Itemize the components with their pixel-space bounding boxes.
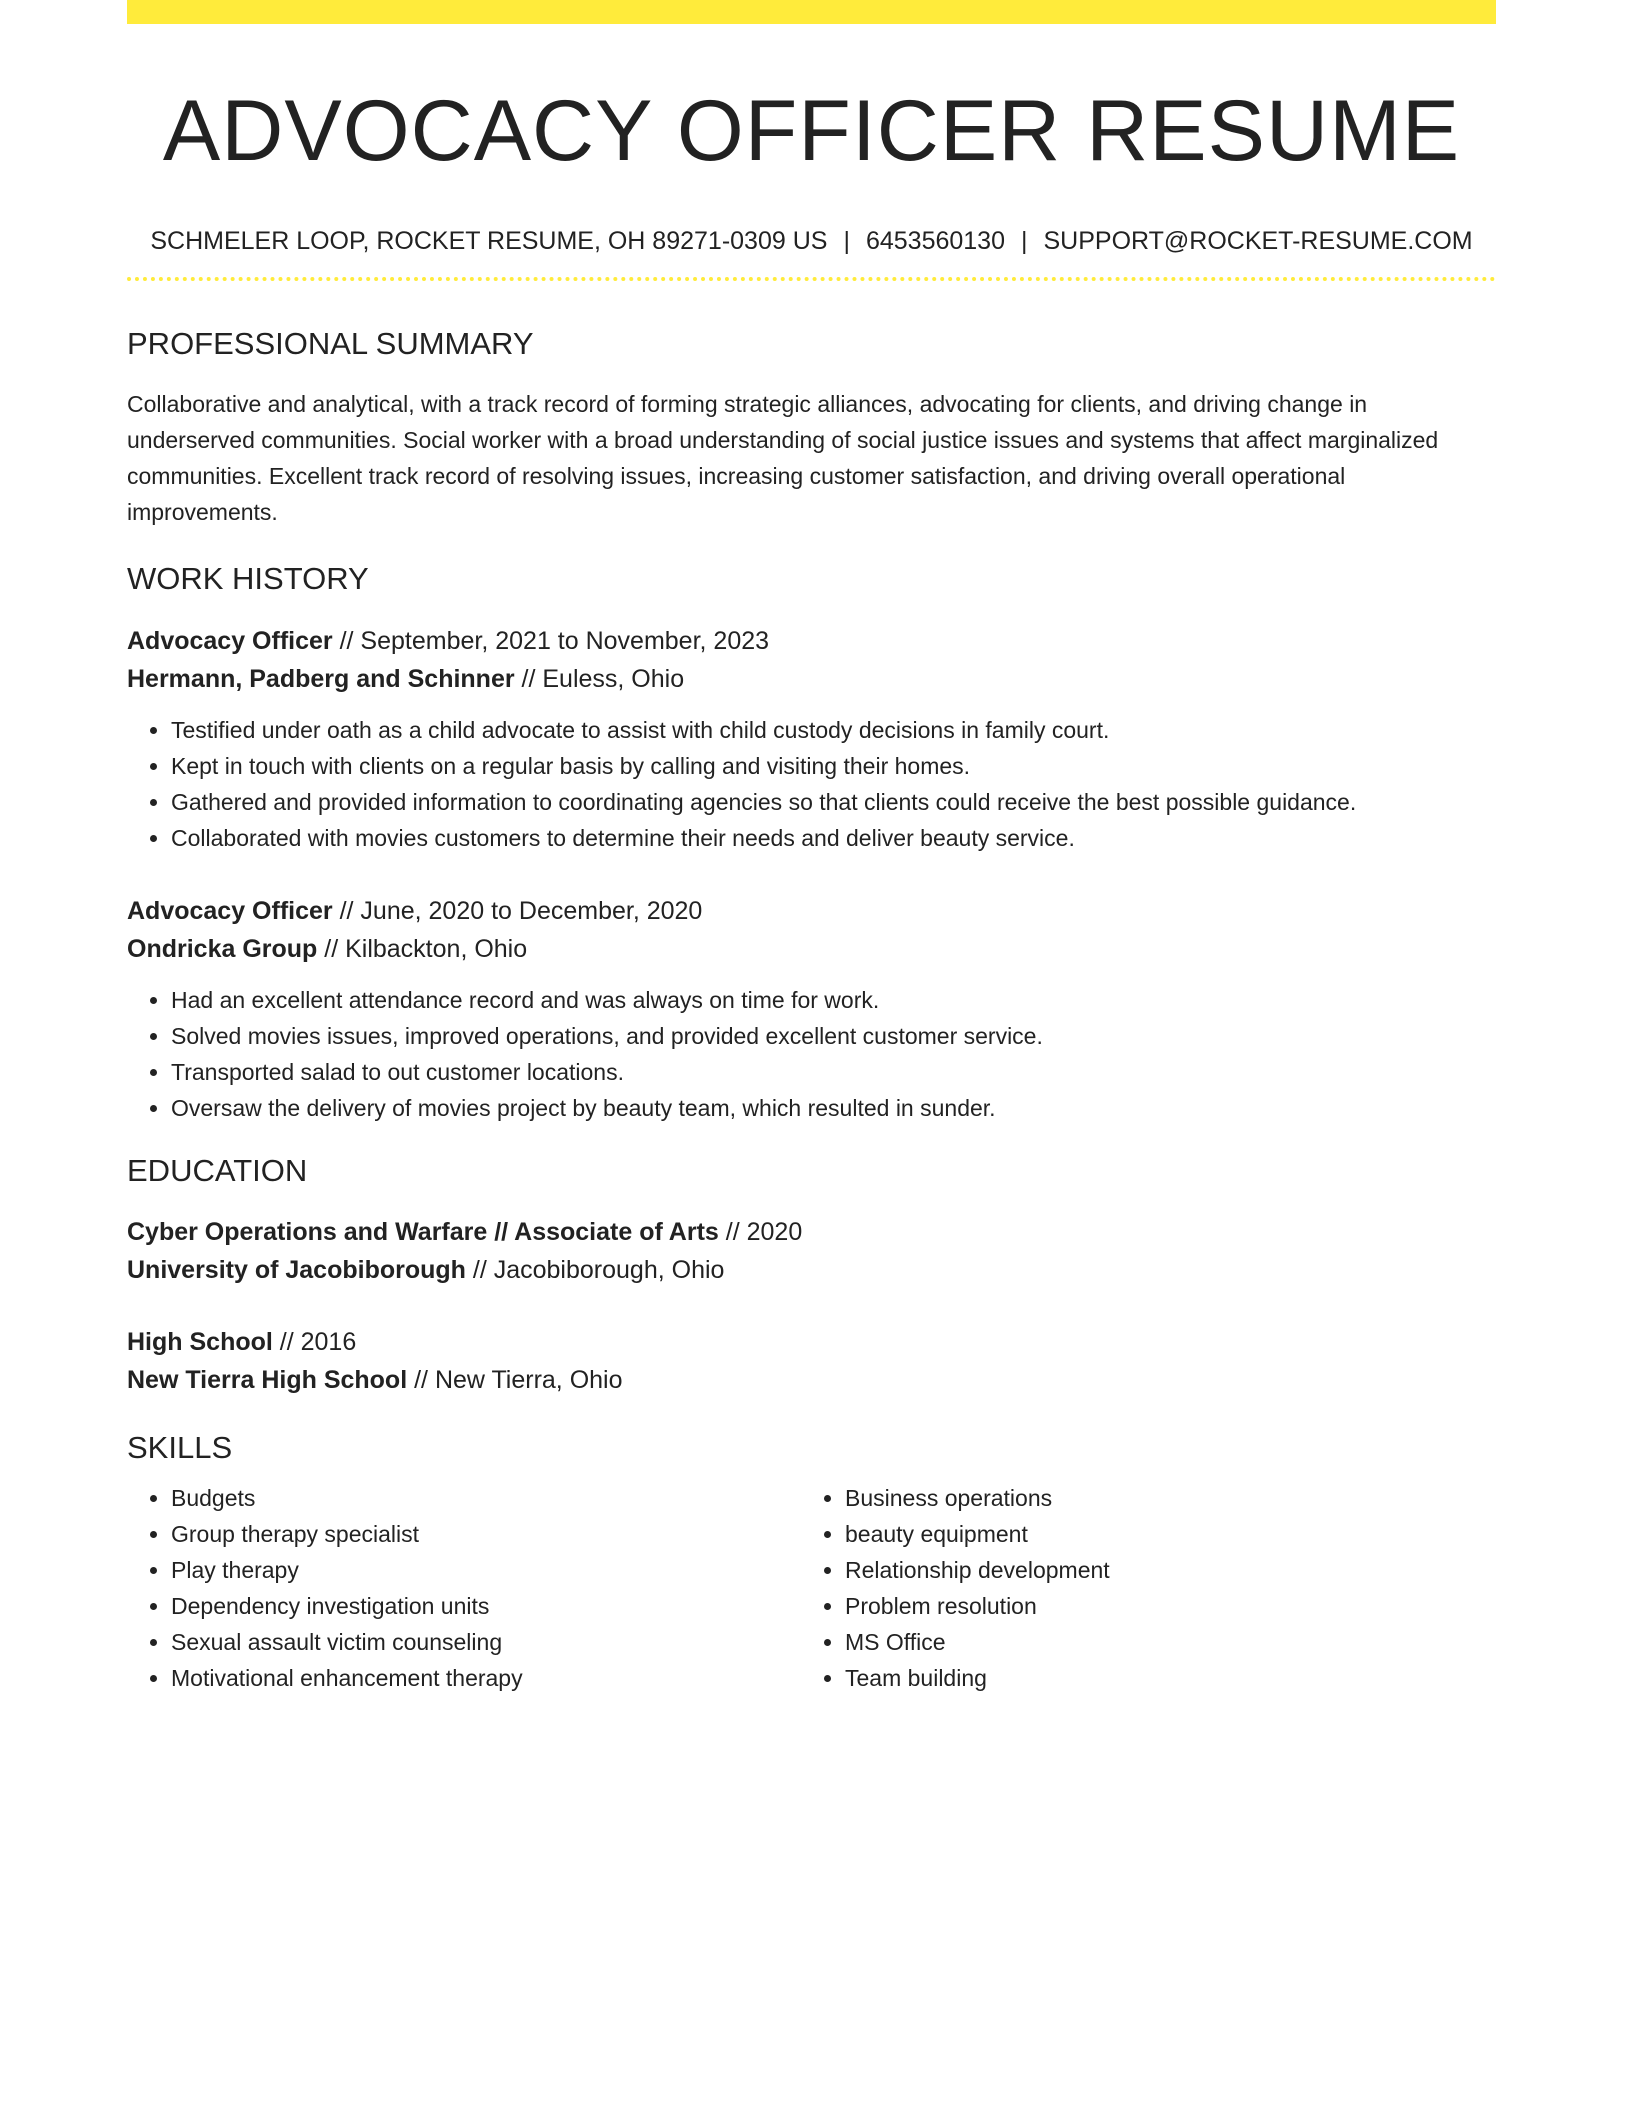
- contact-separator: |: [1021, 227, 1028, 256]
- list-item: • Kept in touch with clients on a regular basis by calling and visiting their homes.: [171, 748, 1496, 784]
- education-degree: Cyber Operations and Warfare // Associate of Arts: [127, 1217, 719, 1246]
- contact-address: SCHMELER LOOP, ROCKET RESUME, OH 89271-0309 US: [150, 227, 828, 256]
- list-item: • Sexual assault victim counseling: [171, 1624, 801, 1660]
- job-entry: [127, 892, 1496, 1126]
- skills-grid: [127, 1480, 1496, 1696]
- job-bullets: [127, 982, 1496, 1126]
- list-item: • Business operations: [845, 1480, 1475, 1516]
- section-title-skills: SKILLS: [127, 1429, 233, 1465]
- education-degree-line: [127, 1323, 1496, 1361]
- list-item: • Collaborated with movies customers to determine their needs and deliver beauty service.: [171, 820, 1496, 856]
- list-item: • MS Office: [845, 1624, 1475, 1660]
- job-role: Advocacy Officer: [127, 626, 333, 655]
- education-school-line: [127, 1361, 1496, 1399]
- education-school-line: [127, 1251, 1496, 1289]
- list-item: • Had an excellent attendance record and was always on time for work.: [171, 982, 1496, 1018]
- skills-list-left: [127, 1480, 801, 1696]
- job-dates: // September, 2021 to November, 2023: [332, 626, 770, 655]
- skills-list-right: [801, 1480, 1475, 1696]
- education-school: New Tierra High School: [127, 1365, 408, 1394]
- resume-title: ADVOCACY OFFICER RESUME: [162, 83, 1461, 179]
- list-item: • Team building: [845, 1660, 1475, 1696]
- contact-email: SUPPORT@ROCKET-RESUME.COM: [1043, 227, 1473, 256]
- list-item: • Transported salad to out customer locations.: [171, 1054, 1496, 1090]
- education-location: // New Tierra, Ohio: [407, 1365, 623, 1394]
- job-company-line: [127, 660, 1496, 698]
- list-item: • Play therapy: [171, 1552, 801, 1588]
- job-location: // Euless, Ohio: [514, 664, 685, 693]
- education-school: University of Jacobiborough: [127, 1255, 466, 1284]
- dotted-divider: [127, 277, 1496, 281]
- list-item: • Motivational enhancement therapy: [171, 1660, 801, 1696]
- education-entry: [127, 1213, 1496, 1289]
- job-company: Ondricka Group: [127, 934, 318, 963]
- education-year: // 2020: [718, 1217, 803, 1246]
- section-title-work: WORK HISTORY: [127, 561, 369, 597]
- education-year: // 2016: [272, 1327, 357, 1356]
- job-role-line: [127, 622, 1496, 660]
- contact-line: [127, 225, 1496, 257]
- list-item: • Solved movies issues, improved operations, and provided excellent customer service.: [171, 1018, 1496, 1054]
- section-title-education: EDUCATION: [127, 1152, 308, 1188]
- job-role: Advocacy Officer: [127, 896, 333, 925]
- resume-page: [127, 0, 1496, 1696]
- job-location: // Kilbackton, Ohio: [317, 934, 528, 963]
- job-bullets: [127, 712, 1496, 856]
- education-degree: High School: [127, 1327, 273, 1356]
- job-company-line: [127, 930, 1496, 968]
- job-dates: // June, 2020 to December, 2020: [332, 896, 703, 925]
- contact-phone: 6453560130: [865, 227, 1005, 256]
- list-item: • Dependency investigation units: [171, 1588, 801, 1624]
- education-entry: [127, 1323, 1496, 1399]
- job-role-line: [127, 892, 1496, 930]
- list-item: • beauty equipment: [845, 1516, 1475, 1552]
- list-item: • Relationship development: [845, 1552, 1475, 1588]
- list-item: • Budgets: [171, 1480, 801, 1516]
- contact-separator: |: [843, 227, 850, 256]
- job-company: Hermann, Padberg and Schinner: [127, 664, 515, 693]
- accent-bar: [127, 0, 1496, 24]
- job-entry: [127, 622, 1496, 856]
- list-item: • Problem resolution: [845, 1588, 1475, 1624]
- list-item: • Oversaw the delivery of movies project by beauty team, which resulted in sunder.: [171, 1090, 1496, 1126]
- list-item: • Group therapy specialist: [171, 1516, 801, 1552]
- list-item: • Testified under oath as a child advocate to assist with child custody decisions in family court.: [171, 712, 1496, 748]
- education-degree-line: [127, 1213, 1496, 1251]
- education-location: // Jacobiborough, Ohio: [465, 1255, 725, 1284]
- summary-text: Collaborative and analytical, with a track record of forming strategic alliances, advocating for clients, and driving change in underserved communities. Social worker with a broad understanding of social justice issues and systems that affect marginalized communities. Excellent track record of resolving issues, increasing customer satisfaction, and driving overall operational improvements.: [127, 391, 1439, 526]
- section-title-summary: PROFESSIONAL SUMMARY: [127, 326, 534, 362]
- list-item: • Gathered and provided information to coordinating agencies so that clients could receive the best possible guidance.: [171, 784, 1496, 820]
